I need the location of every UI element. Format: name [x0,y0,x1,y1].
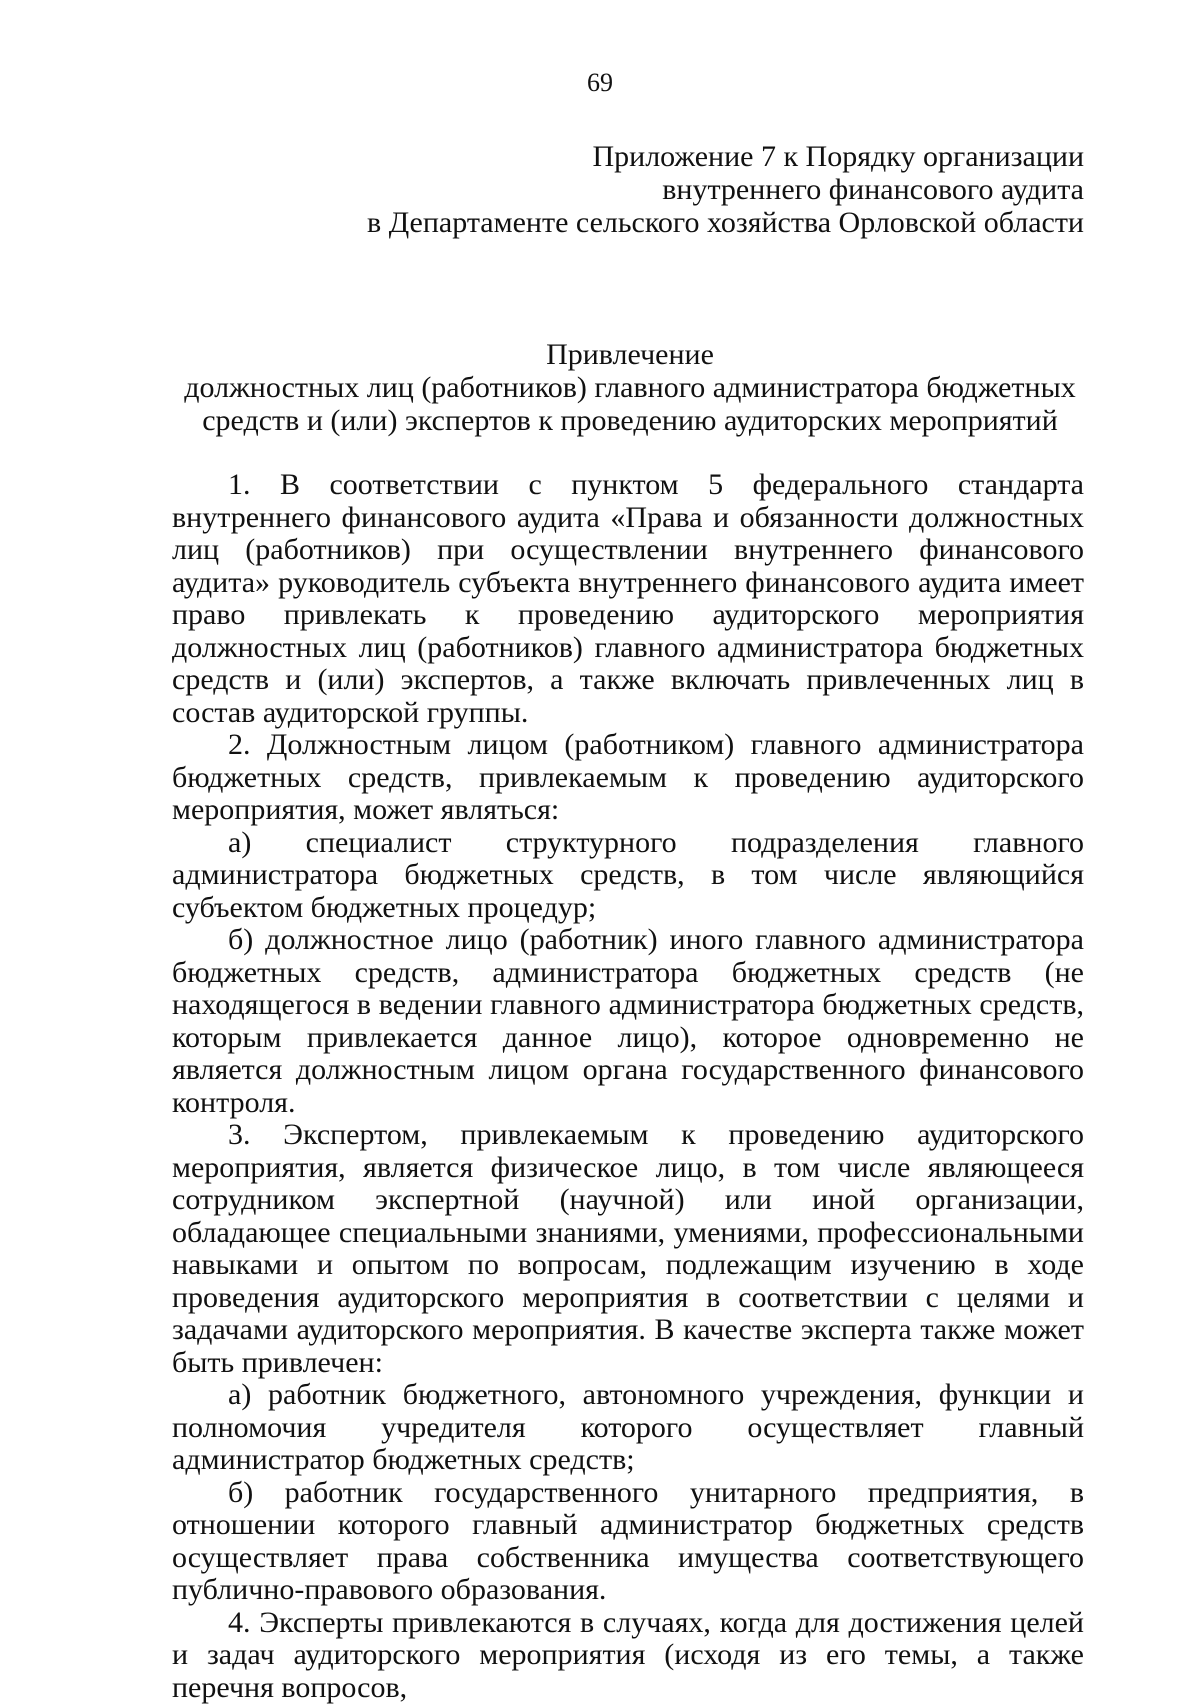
title-line: Привлечение [170,338,1090,371]
appendix-line: Приложение 7 к Порядку организации [324,140,1084,173]
paragraph-3a: а) работник бюджетного, автономного учреждения, функции и полномочия учредителя которого осуществляет главный администратор бюджетных средств; [172,1379,1084,1477]
paragraph-2b: б) должностное лицо (работник) иного главного администратора бюджетных средств, администратора бюджетных средств (не находящегося в ведении главного администратора бюджетных средств, которым привлекается данное лицо), которое одновременно не является должностным лицом органа государственного финансового контроля. [172,924,1084,1119]
appendix-header [324,140,1084,239]
document-body [172,469,1084,1704]
title-line: средств и (или) экспертов к проведению аудиторских мероприятий [170,404,1090,437]
paragraph-4: 4. Эксперты привлекаются в случаях, когда для достижения целей и задач аудиторского мероприятия (исходя из его темы, а также перечня вопросов, [172,1607,1084,1704]
page-number: 69 [0,68,1200,98]
paragraph-1: 1. В соответствии с пунктом 5 федерального стандарта внутреннего финансового аудита «Права и обязанности должностных лиц (работников) при осуществлении внутреннего финансового аудита» руководитель субъекта внутреннего финансового аудита имеет право привлекать к проведению аудиторского мероприятия должностных лиц (работников) главного администратора бюджетных средств и (или) экспертов, а также включать привлеченных лиц в состав аудиторской группы. [172,469,1084,729]
appendix-line: внутреннего финансового аудита [324,173,1084,206]
paragraph-3: 3. Экспертом, привлекаемым к проведению аудиторского мероприятия, является физическое лицо, в том числе являющееся сотрудником экспертной (научной) или иной организации, обладающее специальными знаниями, умениями, профессиональными навыками и опытом по вопросам, подлежащим изучению в ходе проведения аудиторского мероприятия в соответствии с целями и задачами аудиторского мероприятия. В качестве эксперта также может быть привлечен: [172,1119,1084,1379]
appendix-line: в Департаменте сельского хозяйства Орловской области [324,206,1084,239]
paragraph-3b: б) работник государственного унитарного предприятия, в отношении которого главный администратор бюджетных средств осуществляет права собственника имущества соответствующего публично-правового образования. [172,1477,1084,1607]
title-line: должностных лиц (работников) главного администратора бюджетных [170,371,1090,404]
document-title [170,338,1090,437]
paragraph-2: 2. Должностным лицом (работником) главного администратора бюджетных средств, привлекаемым к проведению аудиторского мероприятия, может являться: [172,729,1084,827]
paragraph-2a: а) специалист структурного подразделения главного администратора бюджетных средств, в том числе являющийся субъектом бюджетных процедур; [172,827,1084,925]
